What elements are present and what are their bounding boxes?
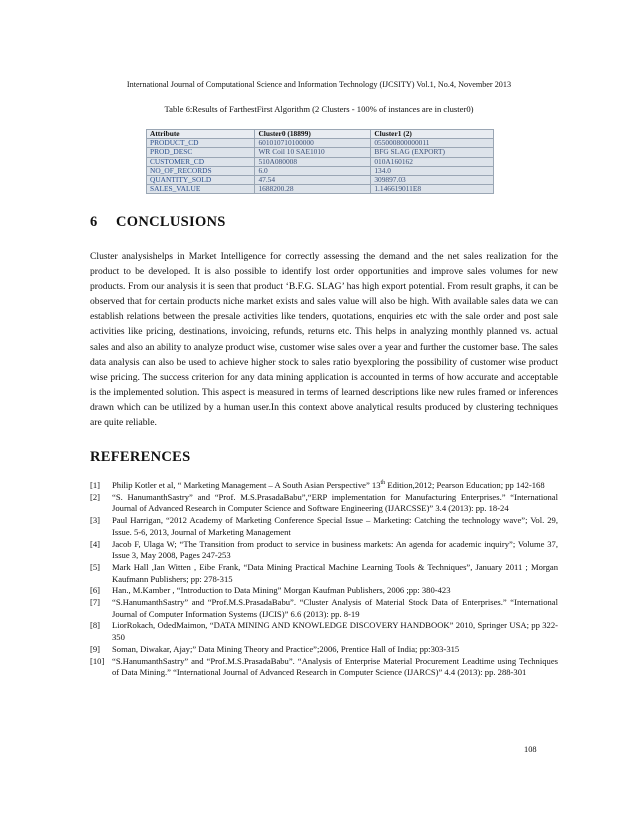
reference-text: “S.HanumanthSastry” and “Prof.M.S.PrasadaBabu”. “Cluster Analysis of Material Stock Data of Enterprises.” “International Journal of Computer Information Systems (IJCIS)” 6.6 (2013): pp. 8-19 bbox=[112, 597, 558, 619]
reference-number: [9] bbox=[90, 643, 101, 654]
table-header-row bbox=[147, 130, 494, 139]
reference-text: Mark Hall ,Ian Witten , Eibe Frank, “Data Mining Practical Machine Learning Tools & Techniques”, January 2011 ; Morgan Kaufmann Publishers; pp: 278-315 bbox=[112, 561, 558, 584]
reference-number: [5] bbox=[90, 561, 101, 572]
reference-number: [1] bbox=[90, 480, 101, 490]
reference-item bbox=[90, 656, 558, 679]
reference-text: Soman, Diwakar, Ajay;” Data Mining Theory and Practice”;2006, Prentice Hall of India; pp:303-315 bbox=[112, 643, 460, 654]
reference-text bbox=[112, 480, 545, 490]
reference-number: [3] bbox=[90, 515, 101, 526]
reference-item bbox=[90, 480, 558, 492]
table-cell: 010A160162 bbox=[371, 157, 494, 166]
reference-item bbox=[90, 562, 558, 585]
reference-text-part: Philip Kotler et al, “ Marketing Management – A South Asian Perspective” 13 bbox=[112, 480, 381, 490]
reference-item bbox=[90, 597, 558, 620]
table-cell: SALES_VALUE bbox=[147, 185, 255, 194]
table-row bbox=[147, 148, 494, 157]
table-cell: PRODUCT_CD bbox=[147, 139, 255, 148]
reference-number: [7] bbox=[90, 597, 101, 608]
reference-item bbox=[90, 539, 558, 562]
table-cell: PROD_DESC bbox=[147, 148, 255, 157]
table-cell: NO_OF_RECORDS bbox=[147, 166, 255, 175]
reference-number: [10] bbox=[90, 655, 105, 666]
column-header: Cluster0 (18899) bbox=[255, 130, 371, 139]
table-cell: QUANTITY_SOLD bbox=[147, 176, 255, 185]
conclusions-paragraph: Cluster analysishelps in Market Intelligence for correctly assessing the demand and the net sales realization for the product to be developed. It is also possible to identify lost order opportunities and improve sales volumes for new products. From our analysis it is seen that product ‘B.F.G. SLAG’ has high export potential. From result graphs, it can be observed that for certain products niche market exists and sales value will also be high. With available sales data we can establish relations between the presale activities like tenders, quotations, enquiries etc with the sale order and post sale activities like pricing, destinations, invoicing, refunds, returns etc. This helps in analyzing monthly planned vs. actual sales and also an ability to analyze product wise, customer wise sales over a year and further the customer base. The sales data analysis can also be used to achieve higher stock to sales ratio byexploring the possibility of customer wise product wise pricing. The success criterion for any data mining application is accounted in terms of how accurate and acceptable is the implemented solution. This aspect is measured in terms of learned descriptions like new rules framed or inferences drawn which can be utilized by a human user.In this context above analytical results produced by clustering techniques are quite reliable. bbox=[90, 251, 558, 429]
table-row bbox=[147, 157, 494, 166]
section-heading-conclusions bbox=[90, 214, 226, 231]
reference-number: [8] bbox=[90, 620, 101, 631]
section-title: CONCLUSIONS bbox=[116, 214, 226, 230]
table-cell: CUSTOMER_CD bbox=[147, 157, 255, 166]
table-cell: 510A080008 bbox=[255, 157, 371, 166]
table-cell: 601010710100000 bbox=[255, 139, 371, 148]
table-cell: BFG SLAG (EXPORT) bbox=[371, 148, 494, 157]
reference-number: [2] bbox=[90, 491, 101, 502]
superscript: th bbox=[380, 480, 386, 487]
reference-item bbox=[90, 515, 558, 538]
reference-list bbox=[90, 480, 558, 679]
table-cell: 47.54 bbox=[255, 176, 371, 185]
reference-text: Jacob F, Ulaga W; “The Transition from product to service in business markets: An agenda for academic inquiry”; Volume 37, Issue 3, May 2008, Pages 247-253 bbox=[112, 538, 558, 561]
section-number: 6 bbox=[90, 214, 98, 230]
reference-number: [4] bbox=[90, 538, 101, 549]
table-cell: 1688200.28 bbox=[255, 185, 371, 194]
reference-text: “S. HanumanthSastry” and “Prof. M.S.PrasadaBabu”,“ERP implementation for Manufacturing Enterprises.” “International Journal of Advanced Research in Computer Science and Software Engineering (IJARCSSE)” 3.4 (2013): pp. 18-24 bbox=[112, 491, 558, 514]
table-row bbox=[147, 185, 494, 194]
reference-item bbox=[90, 620, 558, 643]
section-heading-references: REFERENCES bbox=[90, 449, 191, 465]
table-caption: Table 6:Results of FarthestFirst Algorithm (2 Clusters - 100% of instances are in cluster0) bbox=[164, 104, 474, 114]
table-cell: 6.0 bbox=[255, 166, 371, 175]
results-table bbox=[146, 129, 494, 194]
column-header: Attribute bbox=[147, 130, 255, 139]
reference-text-part: Edition,2012; Pearson Education; pp 142-168 bbox=[385, 480, 545, 490]
journal-header: International Journal of Computational Science and Information Technology (IJCSITY) Vol.1, No.4, November 2013 bbox=[126, 80, 512, 89]
reference-text: Paul Harrigan, “2012 Academy of Marketing Conference Special Issue – Marketing: Catching the technology wave”; Vol. 29, Issue. 5-6, 2013, Journal of Marketing Management bbox=[112, 515, 558, 537]
reference-number: [6] bbox=[90, 585, 101, 596]
table-cell: 055000800000011 bbox=[371, 139, 494, 148]
table-cell: 134.0 bbox=[371, 166, 494, 175]
reference-text: LiorRokach, OdedMaimon, “DATA MINING AND KNOWLEDGE DISCOVERY HANDBOOK” 2010, Springer USA; pp 322-350 bbox=[112, 620, 558, 643]
page-number: 108 bbox=[524, 745, 537, 754]
table-cell: 1.146619011E8 bbox=[371, 185, 494, 194]
column-header: Cluster1 (2) bbox=[371, 130, 494, 139]
table-cell: WR Coil 10 SAE1010 bbox=[255, 148, 371, 157]
reference-item bbox=[90, 585, 558, 597]
reference-item bbox=[90, 644, 558, 656]
reference-item bbox=[90, 492, 558, 515]
table-cell: 309897.03 bbox=[371, 176, 494, 185]
reference-text: Han., M.Kamber , “Introduction to Data Mining” Morgan Kaufman Publishers, 2006 ;pp: 380-423 bbox=[112, 585, 451, 596]
reference-text: “S.HanumanthSastry” and “Prof.M.S.PrasadaBabu”. “Analysis of Enterprise Material Procurement Leadtime using Techniques of Data Mining.” “International Journal of Advanced Research in Computer Science (IJARCS)” 4.4 (2013): pp. 288-301 bbox=[112, 655, 558, 678]
